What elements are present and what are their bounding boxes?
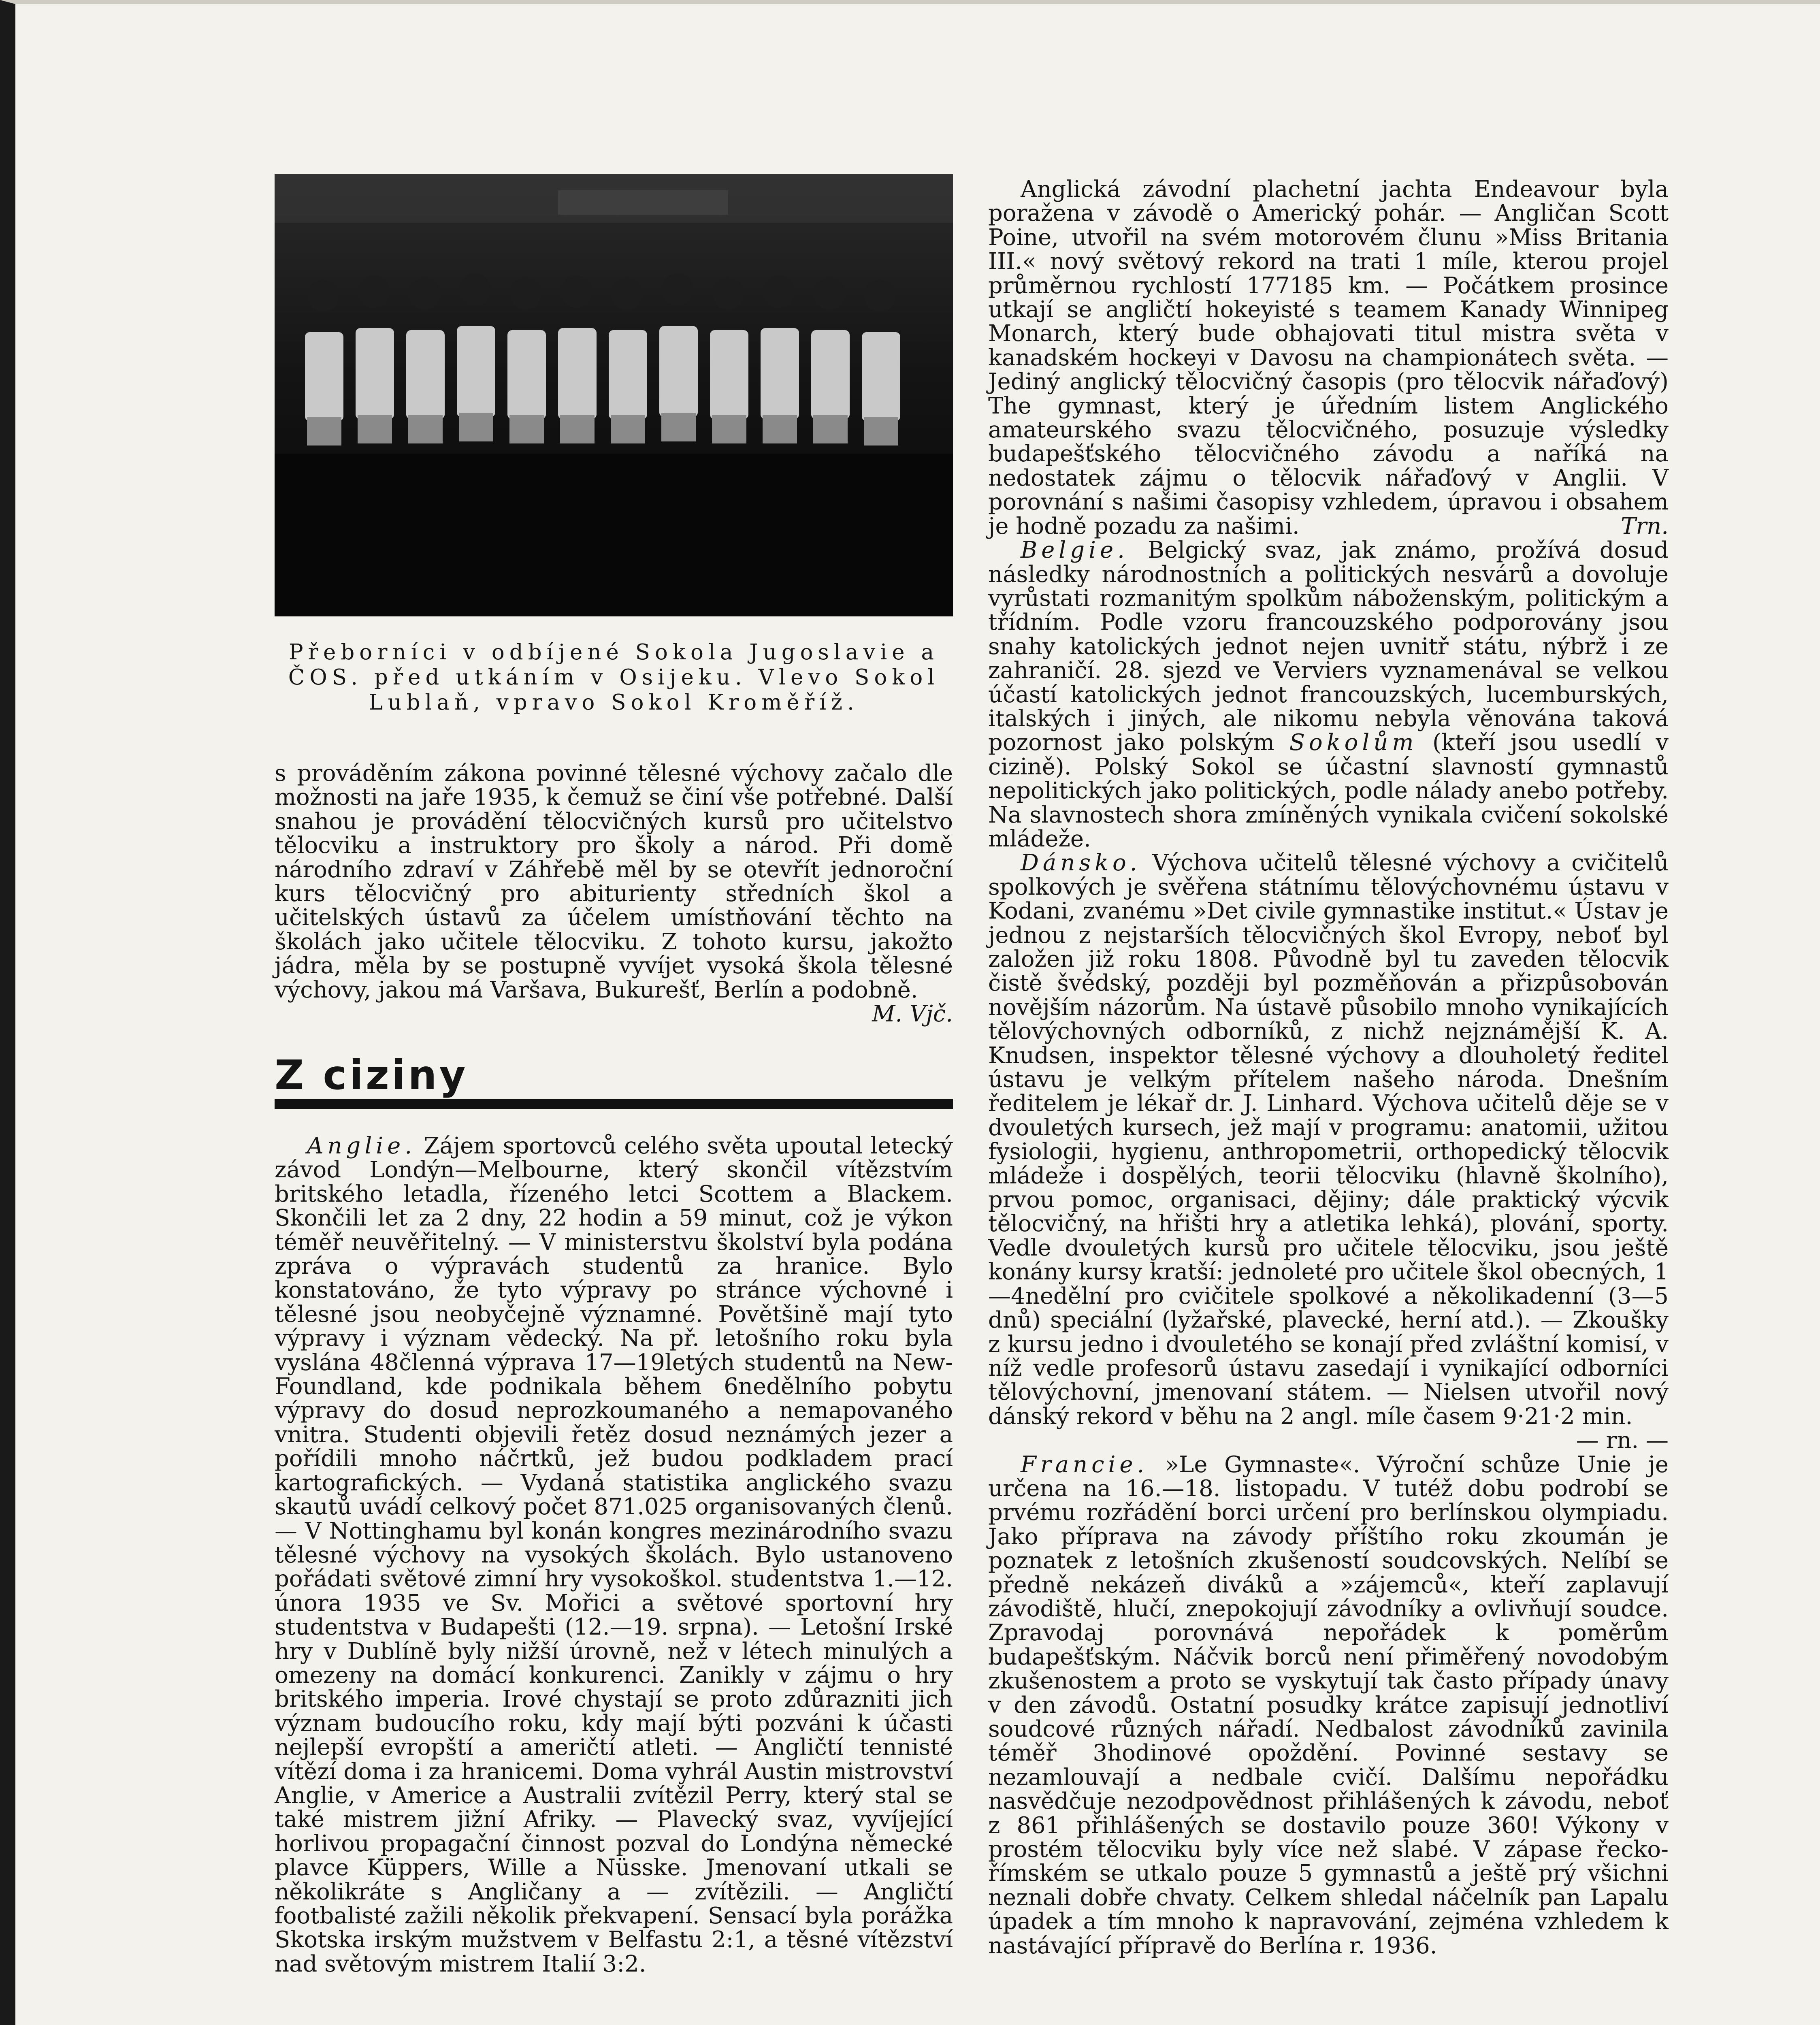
photo-caption: Přeborníci v odbíjené Sokola Jugoslavie a ČOS. před utkáním v Osijeku. Vlevo Sokol Lublaň, vpravo Sokol Kroměříž. [288,640,940,715]
country-label-dansko: Dánsko. [1021,850,1141,876]
dansko-signature: — rn. — [1576,1427,1669,1454]
country-label-anglie: Anglie. [307,1133,416,1159]
left-top-signature: M. Vjč. [872,1001,953,1027]
article-francie-text: »Le Gymnaste«. Výroční schůze Unie je určena na 16.—18. listopadu. V tutéž dobu podrobí se prvému rozřádění borci určení pro berlínskou olympiadu. Jako příprava na závody příštího roku zkoumán je poznatek z letošních zkušeností soudcovských. Nelíbí se předně nekázeň diváků a »zájemců«, kteří zaplavují závodiště, hlučí, znepokojují závodníky a ovlivňují soudce. Zpravodaj porovnává nepořádek k poměrům budapešťským. Náčvik borců není přiměřený novodobým zkušenostem a proto se vyskytují tak často případy únavy v den závodů. Ostatní posudky krátce zapisují jednotliví soudcové různých nářadí. Nedbalost závodníků zavinila téměř 3hodinové opoždění. Povinné sestavy se nezamlouvají a nedbale cvičí. Dalšímu nepořádku nasvědčuje nezodpovědnost přihlášených k závodu, neboť z 861 přihlášených se dostavilo pouze 360! Výkony v prostém tělocviku byly více než slabé. V zápase řecko-římském se utkalo pouze 5 gymnastů a ještě prý všichni neznali dobře chvaty. Celkem shledal náčelník pan Lapalu úpadek a tím mnoho k napravování, zejména vzhledem k nastávající přípravě do Berlína r. 1936. [988,1451,1669,1959]
right-top-text: Anglická závodní plachetní jachta Endeavour byla poražena v závodě o Americký pohár. — Angličan Scott Poine, utvořil na svém motorovém člunu »Miss Britania III.« nový světový rekord na trati 1 míle, kterou projel průměrnou rychlostí 177185 km. — Počátkem prosince utkají se angličtí hokeyisté s teamem Kanady Winnipeg Monarch, který bude obhajovati titul mistra světa v kanadském hockeyi v Davosu na championátech světa. — Jediný anglický tělocvičný časopis (pro tělocvik nářaďový) The gymnast, který je úředním listem Anglického amateurského svazu tělocvičného, posuzuje výsledky budapešťského tělocvičného závodu a naříká na nedostatek zájmu o tělocvik nářaďový v Anglii. V porovnání s našimi časopisy vzhledem, úpravou i obsahem je hodně pozadu za našimi. [988,176,1669,539]
right-column [988,177,1669,1958]
country-label-francie: Francie. [1021,1451,1149,1478]
left-top-paragraph [275,761,953,1026]
right-top-signature: Trn. [1621,513,1669,539]
article-belgie [988,538,1669,851]
article-anglie-text: Zájem sportovců celého světa upoutal letecký závod Londýn—Melbourne, který skončil vítězstvím britského letadla, řízeného letci Scottem a Blackem. Skončili let za 2 dny, 22 hodin a 59 minut, což je výkon téměř neuvěřitelný. — V ministerstvu školství byla podána zpráva o výpravách studentů za hranice. Bylo konstatováno, že tyto výpravy po stránce výchovné i tělesné jsou neobyčejně významné. Povětšině mají tyto výpravy i význam vědecký. Na př. letošního roku byla vyslána 48členná výprava 17—19letých studentů na New-Foundland, kde podnikala během 6nedělního pobytu výpravy do dosud neprozkoumaného a nemapovaného vnitra. Studenti objevili řetěz dosud neznámých jezer a pořídili mnoho náčrtků, jež budou podkladem prací kartografických. — Vydaná statistika anglického svazu skautů uvádí celkový počet 871.025 organisovaných členů. — V Nottinghamu byl konán kongres mezinárodního svazu tělesné výchovy na vysokých školách. Bylo ustanoveno pořádati světové zimní hry vysokoškol. studentstva 1.—12. února 1935 ve Sv. Mořici a světové sportovní hry studentstva v Budapešti (12.—19. srpna). — Letošní Irské hry v Dublíně byly nižší úrovně, než v létech minulých a omezeny na domácí konkurenci. Zanikly v zájmu o hry britského imperia. Irové chystají se proto zdůrazniti jich význam budoucího roku, kdy mají býti pozváni k účasti nejlepší evropští a američtí atleti. — Angličtí tennisté vítězí doma i za hranicemi. Doma vyhrál Austin mistrovství Anglie, v Americe a Australii zvítězil Perry, který stal se také mistrem jižní Afriky. — Plavecký svaz, vyvíjející horlivou propagační činnost pozval do Londýna německé plavce Küppers, Wille a Nüsske. Jmenovaní utkali se několikráte s Angličany a — zvítězili. — Angličtí footbalisté zažili několik překvapení. Sensací byla porážka Skotska irským mužstvem v Belfastu 2:1, a těsné vítězství nad světovým mistrem Italií 3:2. [275,1133,953,1977]
team-photo [275,174,953,616]
left-top-text: s prováděním zákona povinné tělesné výchovy začalo dle možnosti na jaře 1935, k čemuž se činí vše potřebné. Další snahou je provádění tělocvičných kursů pro učitelstvo tělocviku a instruktory pro školy a národ. Při domě národního zdraví v Záhřebě měl by se otevřít jednoroční kurs tělocvičný pro abiturienty středních škol a učitelských ústavů za účelem umístňování těchto na školách jako učitele tělocviku. Z tohoto kursu, jakožto jádra, měla by se postupně vyvíjet vysoká škola tělesné výchovy, jakou má Varšava, Bukurešť, Berlín a podobně. [275,760,953,1003]
team-photo-image [275,174,953,616]
article-dansko-text: Výchova učitelů tělesné výchovy a cvičitelů spolkových je svěřena státnímu tělovýchovnému ústavu v Kodani, zvanému »Det civile gymnastike institut.« Ústav je jednou z nejstarších tělocvičných škol Evropy, neboť byl založen již roku 1808. Původně byl tu zaveden tělocvik čistě švédský, později byl pozměňován a přizpůsobován novějším názorům. Na ústavě působilo mnoho vynikajících tělovýchovných odborníků, z nichž nejznámější K. A. Knudsen, inspektor tělesné výchovy a dlouholetý ředitel ústavu je velkým přítelem našeho národa. Dnešním ředitelem je lékař dr. J. Linhard. Výchova učitelů děje se v dvouletých kursech, jež mají v programu: anatomii, užitou fysiologii, hygienu, anthropometrii, orthopedický tělocvik mládeže i dospělých, teorii tělocviku (hlavně školního), prvou pomoc, organisaci, dějiny; dále praktický výcvik tělocvičný, na hřišti hry a atletika lehká), plování, sporty. Vedle dvouletých kursů pro učitele tělocviku, jsou ještě konány kursy kratší: jednoleté pro učitele škol obecných, 1—4nedělní pro cvičitele spolkové a několikadenní (3—5 dnů) speciální (lyžařské, plavecké, herní atd.). — Zkoušky z kursu jedno i dvouletého se konají před zvláštní komisí, v níž vedle profesorů ústavu zasedají i vynikající odborníci tělovýchovní, jmenovaní státem. — Nielsen utvořil nový dánský rekord v běhu na 2 angl. míle časem 9·21·2 min. [988,850,1669,1430]
article-belgie-text-after: (kteří jsou usedlí v cizině). Polský Sokol se účastní slavností gymnastů nepolitických jako politických, podle nálady anebo potřeby. Na slavnostech shora zmíněných vynikala cvičení sokolské mládeže. [988,729,1669,852]
article-dansko [988,851,1669,1428]
article-belgie-text-before: Belgický svaz, jak známo, prožívá dosud následky národnostních a politických nesvárů a dovoluje vyrůstati rozmanitým spolkům náboženským, politickým a třídním. Podle vzoru francouzského podporovány jsou snahy katolických jednot nejen uvnitř státu, nýbrž i ze zahraničí. 28. sjezd ve Verviers vyznamenával se velkou účastí katolických jednot francouzských, lucemburských, italských i jiných, ale nikomu nebyla věnována taková pozornost jako polským [988,537,1669,756]
section-title: Z ciziny [275,1053,953,1109]
article-belgie-spaced: Sokolům [1289,729,1418,756]
country-label-belgie: Belgie. [1021,537,1129,564]
article-anglie [275,1134,953,1976]
article-francie [988,1453,1669,1958]
